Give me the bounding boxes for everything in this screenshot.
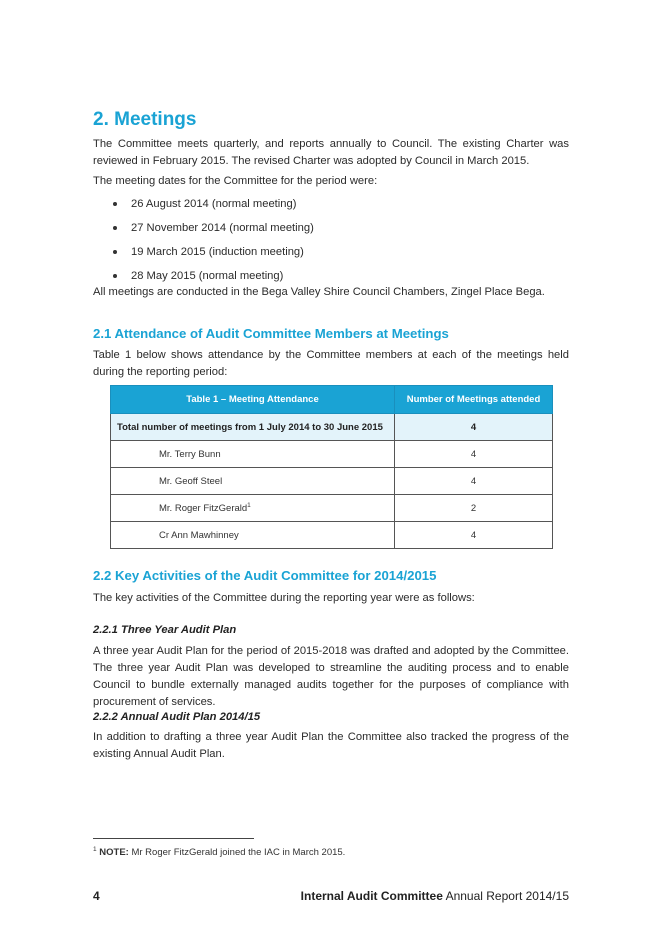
table-cell: 4	[395, 414, 553, 441]
table-cell: 4	[395, 522, 553, 549]
table-header-cell: Table 1 – Meeting Attendance	[111, 386, 395, 414]
table-cell: 4	[395, 468, 553, 495]
subsection-heading-annual-plan: 2.2.2 Annual Audit Plan 2014/15	[93, 711, 261, 723]
section-heading-attendance: 2.1 Attendance of Audit Committee Members at Meetings	[93, 326, 449, 341]
subsection-heading-three-year-plan: 2.2.1 Three Year Audit Plan	[93, 624, 237, 636]
paragraph-annual-plan: In addition to drafting a three year Audit Plan the Committee also tracked the progress of the existing Annual Audit Plan.	[93, 731, 569, 760]
section-heading-meetings: 2. Meetings	[93, 109, 197, 130]
table-cell: Mr. Terry Bunn	[111, 441, 395, 468]
footnote-marker: 1	[93, 846, 97, 853]
member-name: Mr. Roger FitzGerald	[159, 503, 248, 515]
paragraph-meetings-intro: The Committee meets quarterly, and reports annually to Council. The existing Charter was reviewed in February 2015. The revised Charter was adopted by Council in March 2015.	[93, 138, 569, 167]
list-item: 26 August 2014 (normal meeting)	[113, 192, 314, 216]
paragraph-meeting-dates-intro: The meeting dates for the Committee for the period were:	[93, 175, 378, 187]
table-cell: Cr Ann Mawhinney	[111, 522, 395, 549]
list-item: 27 November 2014 (normal meeting)	[113, 216, 314, 240]
table-cell: Mr. Geoff Steel	[111, 468, 395, 495]
footnote	[93, 846, 345, 858]
footer-title-bold: Internal Audit Committee	[300, 889, 443, 903]
table-cell	[111, 495, 395, 522]
list-item: 28 May 2015 (normal meeting)	[113, 264, 314, 288]
list-item: 19 March 2015 (induction meeting)	[113, 240, 314, 264]
section-heading-key-activities: 2.2 Key Activities of the Audit Committee for 2014/2015	[93, 568, 437, 583]
table-header-row	[111, 386, 553, 414]
footnote-label: NOTE:	[99, 847, 129, 859]
footnote-divider	[93, 838, 254, 839]
table-row-total	[111, 414, 553, 441]
table-cell: 4	[395, 441, 553, 468]
paragraph-attendance-intro: Table 1 below shows attendance by the Committee members at each of the meetings held during the reporting period:	[93, 349, 569, 378]
table-header-cell: Number of Meetings attended	[395, 386, 553, 414]
page-number: 4	[93, 889, 100, 903]
attendance-table	[110, 385, 553, 549]
footnote-text: Mr Roger FitzGerald joined the IAC in March 2015.	[128, 847, 346, 859]
table-cell: 2	[395, 495, 553, 522]
table-cell: Total number of meetings from 1 July 2014 to 30 June 2015	[111, 414, 395, 441]
table-row	[111, 441, 553, 468]
table-row	[111, 522, 553, 549]
table-row	[111, 495, 553, 522]
meeting-dates-list	[113, 192, 314, 288]
footer-title-rest: Annual Report 2014/15	[442, 889, 569, 903]
table-row	[111, 468, 553, 495]
paragraph-three-year-plan: A three year Audit Plan for the period of 2015-2018 was drafted and adopted by the Committee. The three year Audit Plan was developed to streamline the auditing process and to enable Council to bundle externally managed audits together for the purposes of compliance with procurement of services.	[93, 645, 569, 708]
footnote-reference: 1	[247, 501, 251, 509]
paragraph-meeting-location: All meetings are conducted in the Bega Valley Shire Council Chambers, Zingel Place Bega.	[93, 286, 545, 298]
paragraph-key-activities-intro: The key activities of the Committee during the reporting year were as follows:	[93, 592, 475, 604]
footer-title	[301, 889, 569, 903]
